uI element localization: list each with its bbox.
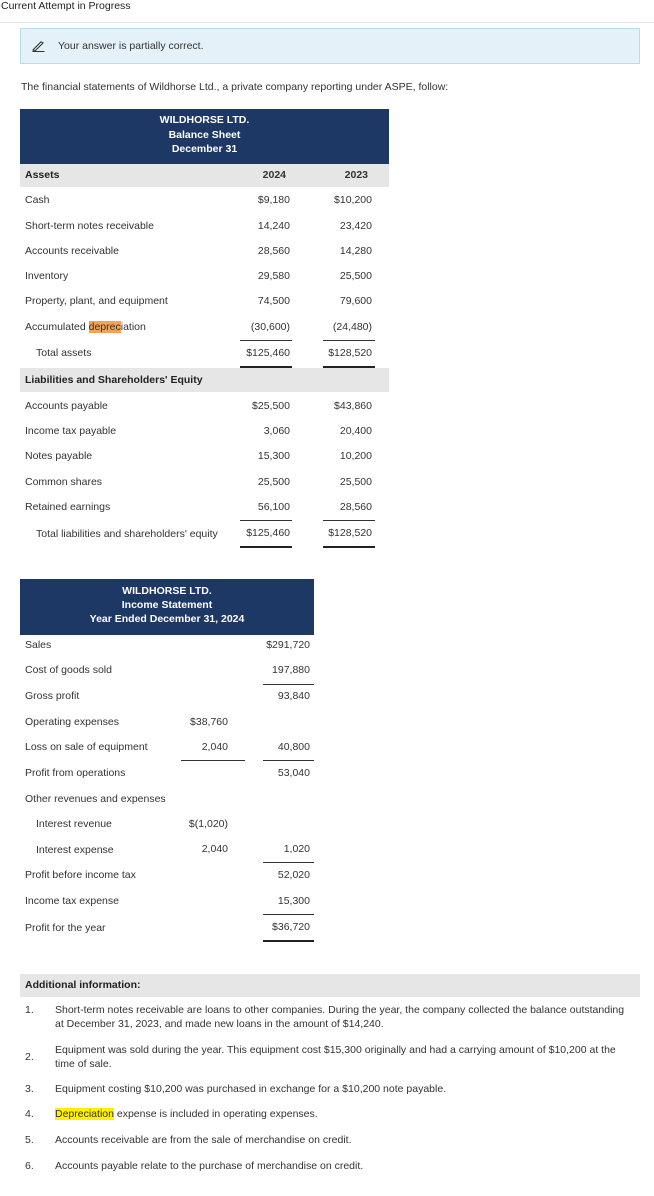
bs-row-2024: 25,500: [257, 476, 290, 488]
bs-row-2024: 74,500: [257, 295, 290, 307]
is-period: Year Ended December 31, 2024: [89, 613, 245, 625]
total-liab-2023: $128,520: [328, 527, 372, 539]
is-inner: $38,760: [190, 716, 228, 728]
bs-row-2024: $25,500: [252, 400, 290, 412]
bs-row-label: Short-term notes receivable: [25, 220, 154, 232]
is-inner: 2,040: [201, 741, 228, 753]
underline: [263, 684, 314, 685]
bs-row-2023: 25,500: [339, 476, 372, 488]
is-total: 197,880: [272, 664, 310, 676]
bs-row-label: Cash: [25, 194, 50, 206]
is-total: 52,020: [277, 869, 310, 881]
is-label: Interest revenue: [36, 818, 112, 830]
note-number: 3.: [25, 1083, 34, 1095]
bs-row-2024: 28,560: [257, 245, 290, 257]
underline: [263, 862, 314, 863]
note-text: Accounts payable relate to the purchase of merchandise on credit.: [55, 1160, 364, 1172]
is-total: 15,300: [277, 895, 310, 907]
note-text: Short-term notes receivable are loans to other companies. During the year, the company collected the balance outstanding at December 31, 2023, and made new loans in the amount of $14,240.: [55, 1004, 625, 1030]
additional-info-title: Additional information:: [25, 979, 141, 991]
attempt-status: Current Attempt in Progress: [1, 0, 131, 12]
underline: [263, 760, 314, 761]
bs-row-label: Accounts payable: [25, 400, 108, 412]
bs-date: December 31: [171, 143, 238, 155]
is-label: Cost of goods sold: [25, 664, 112, 676]
total-assets-2024: $125,460: [246, 347, 290, 359]
is-total: 1,020: [283, 843, 310, 855]
bs-row-2024: 14,240: [257, 220, 290, 232]
bs-row-label: Property, plant, and equipment: [25, 295, 168, 307]
bs-row-2023: 79,600: [339, 295, 372, 307]
bs-row-2024: 15,300: [257, 450, 290, 462]
page-header: [0, 0, 654, 23]
note-text: Accounts receivable are from the sale of merchandise on credit.: [55, 1134, 352, 1146]
answer-notice: [20, 28, 640, 64]
assets-label: Assets: [25, 169, 60, 181]
is-label: Interest expense: [36, 844, 114, 856]
col-2023: 2023: [344, 169, 368, 181]
double-underline: [323, 546, 375, 548]
total-liab-label: Total liabilities and shareholders' equity: [36, 528, 218, 540]
bs-row-label: Inventory: [25, 270, 69, 282]
intro-text: The financial statements of Wildhorse Ltd., a private company reporting under ASPE, follow:: [21, 81, 449, 93]
is-company: WILDHORSE LTD.: [122, 585, 212, 597]
underline: [323, 520, 375, 521]
underline: [240, 340, 292, 341]
is-total: 40,800: [277, 741, 310, 753]
bs-row-2024: 3,060: [263, 425, 290, 437]
income-statement-header: [20, 579, 314, 635]
bs-row-2024: (30,600): [250, 321, 290, 333]
bs-row-2023: 10,200: [339, 450, 372, 462]
underline: [263, 914, 314, 915]
bs-row-label: Accounts receivable: [25, 245, 119, 257]
is-title: Income Statement: [121, 599, 213, 611]
note-number: 4.: [25, 1108, 34, 1120]
is-inner: 2,040: [201, 843, 228, 855]
bs-row-2023: 20,400: [339, 425, 372, 437]
is-label: Sales: [25, 639, 52, 651]
is-label: Other revenues and expenses: [25, 793, 166, 805]
is-label: Profit before income tax: [25, 869, 136, 881]
note-text: Equipment costing $10,200 was purchased in exchange for a $10,200 note payable.: [55, 1083, 447, 1095]
bs-row-2023: $10,200: [334, 194, 372, 206]
double-underline: [263, 940, 314, 942]
bs-row-label: Common shares: [25, 476, 103, 488]
bs-row-2023: 25,500: [339, 270, 372, 282]
bs-title: Balance Sheet: [168, 129, 241, 141]
total-assets-2023: $128,520: [328, 347, 372, 359]
col-2024: 2024: [262, 169, 286, 181]
underline: [240, 520, 292, 521]
note-number: 5.: [25, 1134, 34, 1146]
note-text: Equipment was sold during the year. This equipment cost $15,300 originally and had a carrying amount of $10,200 at the time of sale.: [55, 1044, 616, 1070]
is-inner: $(1,020): [188, 818, 228, 830]
pencil-icon: [32, 41, 45, 52]
note-number: 2.: [25, 1051, 34, 1063]
is-total: 93,840: [277, 690, 310, 702]
bs-row-2024: 56,100: [257, 501, 290, 513]
notice-message: Your answer is partially correct.: [58, 40, 204, 52]
additional-info-band: [20, 974, 640, 997]
liabilities-label: Liabilities and Shareholders' Equity: [25, 374, 203, 386]
underline: [181, 760, 245, 761]
bs-row-2023: 14,280: [339, 245, 372, 257]
bs-row-2023: (24,480): [332, 321, 372, 333]
bs-row-2023: $43,860: [334, 400, 372, 412]
total-liab-2024: $125,460: [246, 527, 290, 539]
search-highlight: deprec: [88, 321, 121, 333]
is-label: Income tax expense: [25, 895, 119, 907]
search-highlight: Depreciation: [55, 1108, 114, 1120]
double-underline: [240, 546, 292, 548]
underline: [323, 340, 375, 341]
bs-row-label: Retained earnings: [25, 501, 111, 513]
note-number: 1.: [25, 1004, 34, 1016]
note-text: Depreciation expense is included in operating expenses.: [55, 1108, 318, 1120]
bs-company: WILDHORSE LTD.: [159, 114, 250, 126]
bs-row-label: Notes payable: [25, 450, 93, 462]
is-total: 53,040: [277, 767, 310, 779]
note-number: 6.: [25, 1160, 34, 1172]
bs-row-2023: 23,420: [339, 220, 372, 232]
balance-sheet-header: [20, 109, 389, 164]
bs-row-2024: 29,580: [257, 270, 290, 282]
bs-row-label: Income tax payable: [25, 425, 117, 437]
is-total: $36,720: [272, 921, 310, 933]
total-assets-label: Total assets: [36, 347, 92, 359]
is-label: Profit for the year: [25, 922, 106, 934]
is-label: Loss on sale of equipment: [25, 741, 148, 753]
is-label: Gross profit: [25, 690, 80, 702]
is-total: $291,720: [266, 639, 310, 651]
accumulated-depreciation-label: Accumulated depreciation: [25, 321, 146, 333]
is-label: Profit from operations: [25, 767, 126, 779]
bs-row-2023: 28,560: [339, 501, 372, 513]
is-label: Operating expenses: [25, 716, 119, 728]
bs-row-2024: $9,180: [257, 194, 290, 206]
